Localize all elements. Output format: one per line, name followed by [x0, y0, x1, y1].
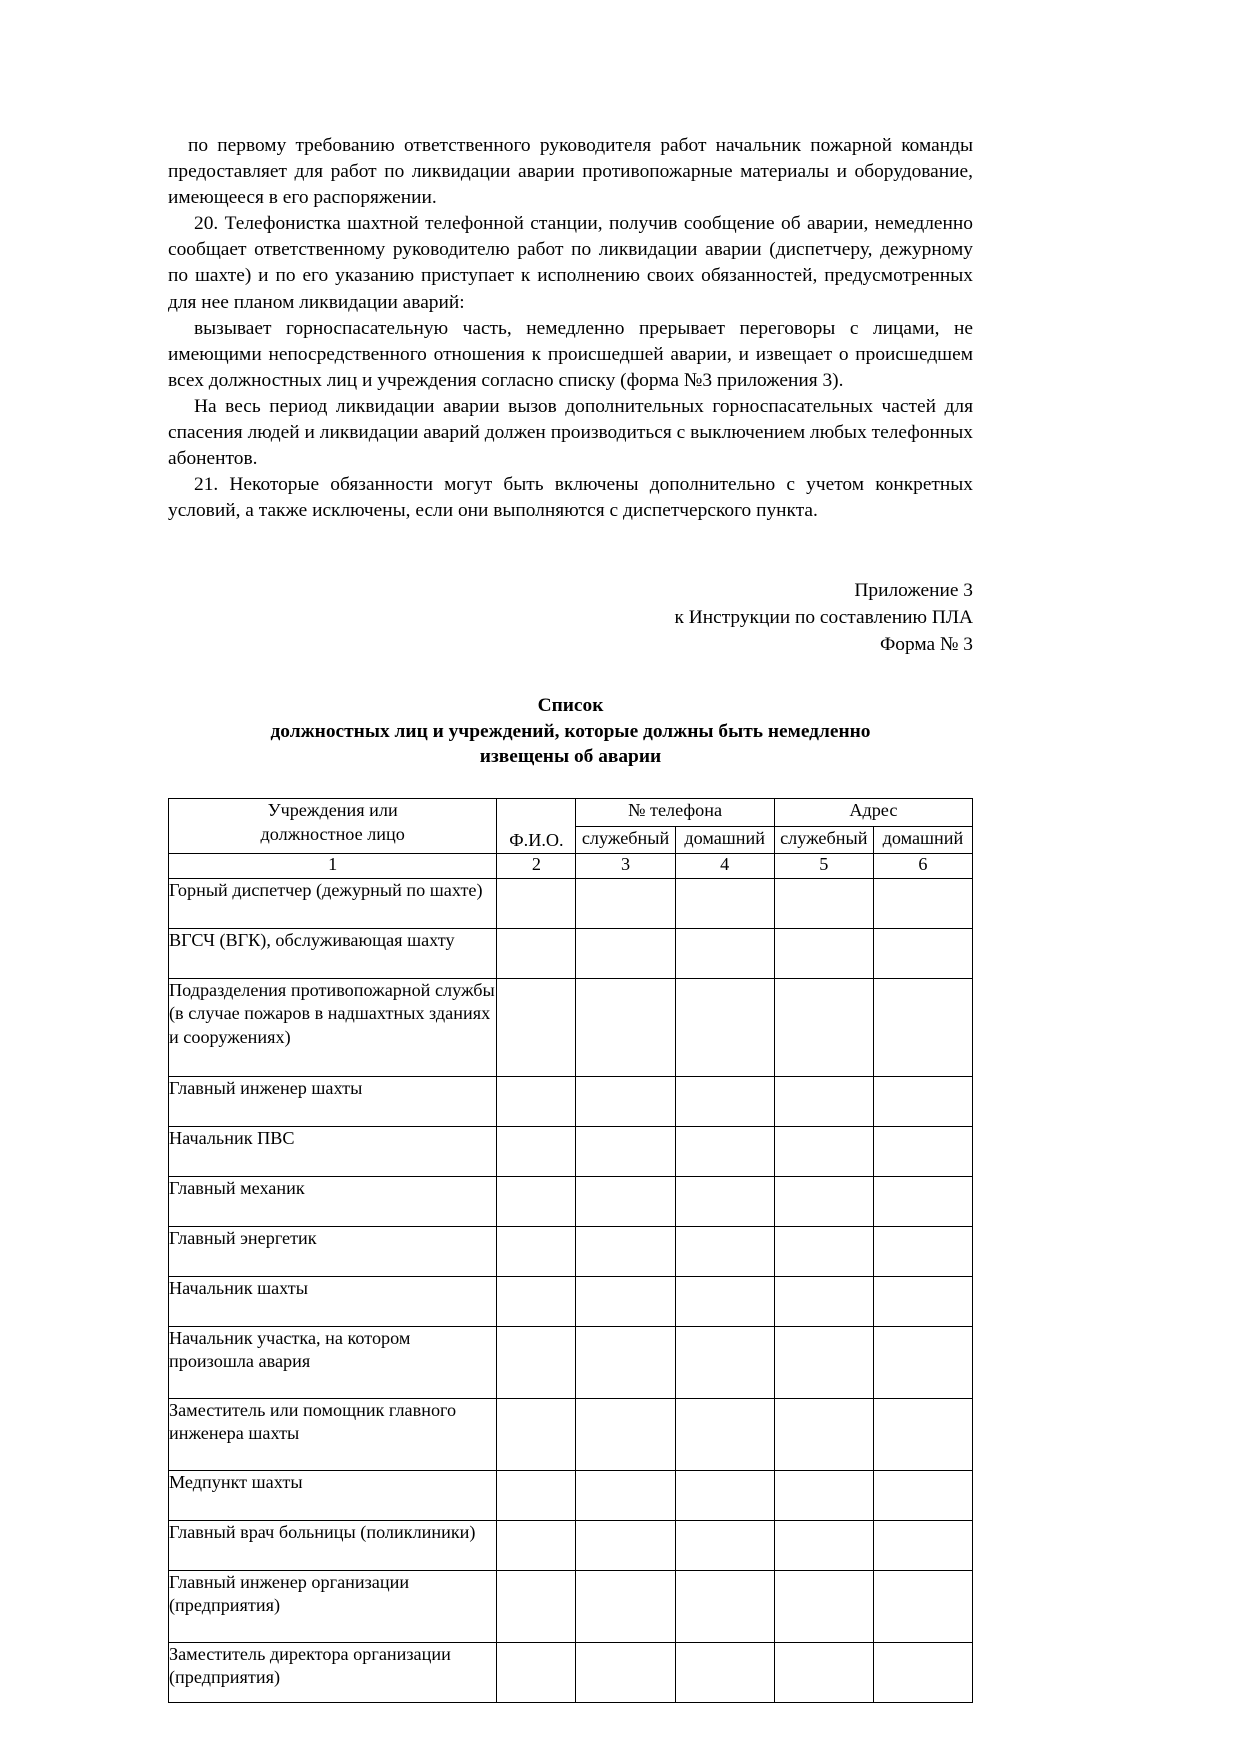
page-title-line2: должностных лиц и учреждений, которые должны быть немедленно [270, 720, 871, 742]
row-phone-work-cell[interactable] [576, 1177, 675, 1227]
header-phone-home: домашний [675, 826, 774, 854]
table-row [169, 1471, 973, 1521]
row-fio-cell[interactable] [497, 879, 576, 929]
row-fio-cell[interactable] [497, 1177, 576, 1227]
table-row [169, 1077, 973, 1127]
table-row [169, 1571, 973, 1643]
row-label: Главный энергетик [169, 1227, 497, 1277]
row-phone-home-cell[interactable] [675, 929, 774, 979]
table-body [169, 879, 973, 1703]
row-phone-home-cell[interactable] [675, 1177, 774, 1227]
row-phone-home-cell[interactable] [675, 879, 774, 929]
row-label: Начальник шахты [169, 1277, 497, 1327]
table-row [169, 1521, 973, 1571]
notification-table-wrapper [168, 798, 973, 1703]
row-address-work-cell[interactable] [774, 979, 873, 1077]
row-phone-home-cell[interactable] [675, 1643, 774, 1703]
row-label: Заместитель директора организации (предприятия) [169, 1643, 497, 1703]
page-content [168, 133, 973, 1703]
table-row [169, 1327, 973, 1399]
row-fio-cell[interactable] [497, 929, 576, 979]
row-fio-cell[interactable] [497, 1327, 576, 1399]
row-phone-home-cell[interactable] [675, 1571, 774, 1643]
row-phone-home-cell[interactable] [675, 1127, 774, 1177]
row-label: Горный диспетчер (дежурный по шахте) [169, 879, 497, 929]
header-address-work: служебный [774, 826, 873, 854]
row-label: Главный инженер шахты [169, 1077, 497, 1127]
row-address-work-cell[interactable] [774, 1571, 873, 1643]
row-label: Главный инженер организации (предприятия) [169, 1571, 497, 1643]
row-phone-work-cell[interactable] [576, 1571, 675, 1643]
row-phone-home-cell[interactable] [675, 1399, 774, 1471]
row-fio-cell[interactable] [497, 979, 576, 1077]
table-row [169, 1177, 973, 1227]
row-address-home-cell[interactable] [873, 929, 972, 979]
column-number-1: 1 [169, 854, 497, 879]
table-header-row-1 [169, 799, 973, 827]
table-row [169, 1643, 973, 1703]
row-label: Начальник ПВС [169, 1127, 497, 1177]
row-address-home-cell[interactable] [873, 1177, 972, 1227]
row-phone-home-cell[interactable] [675, 1327, 774, 1399]
row-address-work-cell[interactable] [774, 1177, 873, 1227]
table-head [169, 799, 973, 879]
row-label: ВГСЧ (ВГК), обслуживающая шахту [169, 929, 497, 979]
row-address-home-cell[interactable] [873, 1327, 972, 1399]
row-label: Заместитель или помощник главного инженера шахты [169, 1399, 497, 1471]
column-number-4: 4 [675, 854, 774, 879]
row-address-work-cell[interactable] [774, 1643, 873, 1703]
header-address-group: Адрес [774, 799, 972, 827]
page-title [168, 693, 973, 770]
row-phone-work-cell[interactable] [576, 979, 675, 1077]
paragraph-item-20: 20. Телефонистка шахтной телефонной станции, получив сообщение об аварии, немедленно сообщает ответственному руководителю работ по ликвидации аварии (диспетчеру, дежурному по шахте) и по его указанию приступает к исполнению своих обязанностей, предусмотренных для нее планом ликвидации аварий: [168, 213, 973, 313]
row-label: Подразделения противопожарной службы (в случае пожаров в надшахтных зданиях и сооружениях) [169, 979, 497, 1077]
paragraph-rescue-unit: вызывает горноспасательную часть, немедленно прерывает переговоры с лицами, не имеющими непосредственного отношения к происшедшей аварии, и извещает о происшедшем всех должностных лиц и учреждения согласно списку (форма №3 приложения 3). [168, 317, 973, 391]
row-phone-home-cell[interactable] [675, 1227, 774, 1277]
header-institution [169, 799, 497, 854]
column-number-6: 6 [873, 854, 972, 879]
row-address-home-cell[interactable] [873, 1227, 972, 1277]
paragraph-fire-command: по первому требованию ответственного руководителя работ начальник пожарной команды предоставляет для работ по ликвидации аварии противопожарные материалы и оборудование, имеющееся в его распоряжении. [168, 135, 973, 209]
paragraph-whole-period: На весь период ликвидации аварии вызов дополнительных горноспасательных частей для спасения людей и ликвидации аварий должен производиться с выключением любых телефонных абонентов. [168, 395, 973, 470]
table-row [169, 879, 973, 929]
row-address-home-cell[interactable] [873, 1127, 972, 1177]
table-column-number-row [169, 854, 973, 879]
row-phone-work-cell[interactable] [576, 1277, 675, 1327]
row-fio-cell[interactable] [497, 1643, 576, 1703]
appendix-form-number: Форма № 3 [879, 633, 973, 655]
row-address-home-cell[interactable] [873, 1521, 972, 1571]
header-fio: Ф.И.О. [497, 799, 576, 854]
row-address-home-cell[interactable] [873, 1399, 972, 1471]
row-fio-cell[interactable] [497, 1277, 576, 1327]
header-institution-line1: Учреждения или [267, 800, 398, 821]
row-address-work-cell[interactable] [774, 1227, 873, 1277]
row-phone-work-cell[interactable] [576, 1521, 675, 1571]
row-phone-work-cell[interactable] [576, 1327, 675, 1399]
appendix-number: Приложение 3 [854, 580, 973, 602]
row-fio-cell[interactable] [497, 1521, 576, 1571]
row-phone-work-cell[interactable] [576, 1077, 675, 1127]
row-address-work-cell[interactable] [774, 1471, 873, 1521]
row-phone-home-cell[interactable] [675, 1277, 774, 1327]
table-row [169, 1399, 973, 1471]
row-phone-work-cell[interactable] [576, 1399, 675, 1471]
row-phone-home-cell[interactable] [675, 979, 774, 1077]
row-address-work-cell[interactable] [774, 1521, 873, 1571]
row-label: Главный механик [169, 1177, 497, 1227]
row-fio-cell[interactable] [497, 1077, 576, 1127]
row-phone-work-cell[interactable] [576, 1643, 675, 1703]
row-address-work-cell[interactable] [774, 929, 873, 979]
row-label: Медпункт шахты [169, 1471, 497, 1521]
header-address-home: домашний [873, 826, 972, 854]
row-address-home-cell[interactable] [873, 1471, 972, 1521]
row-label: Главный врач больницы (поликлиники) [169, 1521, 497, 1571]
table-row [169, 1277, 973, 1327]
row-address-home-cell[interactable] [873, 879, 972, 929]
table-row [169, 979, 973, 1077]
row-fio-cell[interactable] [497, 1471, 576, 1521]
table-row [169, 929, 973, 979]
row-address-work-cell[interactable] [774, 1127, 873, 1177]
row-label: Начальник участка, на котором произошла авария [169, 1327, 497, 1399]
table-row [169, 1127, 973, 1177]
column-number-2: 2 [497, 854, 576, 879]
page-title-line3: извещены об аварии [479, 746, 662, 768]
row-phone-work-cell[interactable] [576, 929, 675, 979]
appendix-reference-block [168, 578, 973, 658]
row-phone-home-cell[interactable] [675, 1521, 774, 1571]
header-phone-work: служебный [576, 826, 675, 854]
row-address-home-cell[interactable] [873, 1077, 972, 1127]
row-address-work-cell[interactable] [774, 1327, 873, 1399]
row-address-work-cell[interactable] [774, 1077, 873, 1127]
row-phone-work-cell[interactable] [576, 1127, 675, 1177]
row-fio-cell[interactable] [497, 1399, 576, 1471]
table-row [169, 1227, 973, 1277]
row-address-home-cell[interactable] [873, 1571, 972, 1643]
row-address-home-cell[interactable] [873, 1277, 972, 1327]
row-address-work-cell[interactable] [774, 1277, 873, 1327]
appendix-instruction: к Инструкции по составлению ПЛА [674, 607, 973, 629]
row-phone-work-cell[interactable] [576, 879, 675, 929]
header-institution-line2: должностное лицо [260, 823, 405, 844]
notification-table [168, 798, 973, 1703]
row-address-work-cell[interactable] [774, 879, 873, 929]
row-fio-cell[interactable] [497, 1571, 576, 1643]
row-phone-work-cell[interactable] [576, 1227, 675, 1277]
row-address-work-cell[interactable] [774, 1399, 873, 1471]
row-phone-home-cell[interactable] [675, 1077, 774, 1127]
column-number-5: 5 [774, 854, 873, 879]
row-fio-cell[interactable] [497, 1127, 576, 1177]
column-number-3: 3 [576, 854, 675, 879]
page-title-line1: Список [537, 694, 604, 716]
row-fio-cell[interactable] [497, 1227, 576, 1277]
paragraph-item-21: 21. Некоторые обязанности могут быть включены дополнительно с учетом конкретных условий, а также исключены, если они выполняются с диспетчерского пункта. [168, 474, 973, 522]
row-phone-work-cell[interactable] [576, 1471, 675, 1521]
header-phone-group: № телефона [576, 799, 774, 827]
row-address-home-cell[interactable] [873, 979, 972, 1077]
row-phone-home-cell[interactable] [675, 1471, 774, 1521]
row-address-home-cell[interactable] [873, 1643, 972, 1703]
